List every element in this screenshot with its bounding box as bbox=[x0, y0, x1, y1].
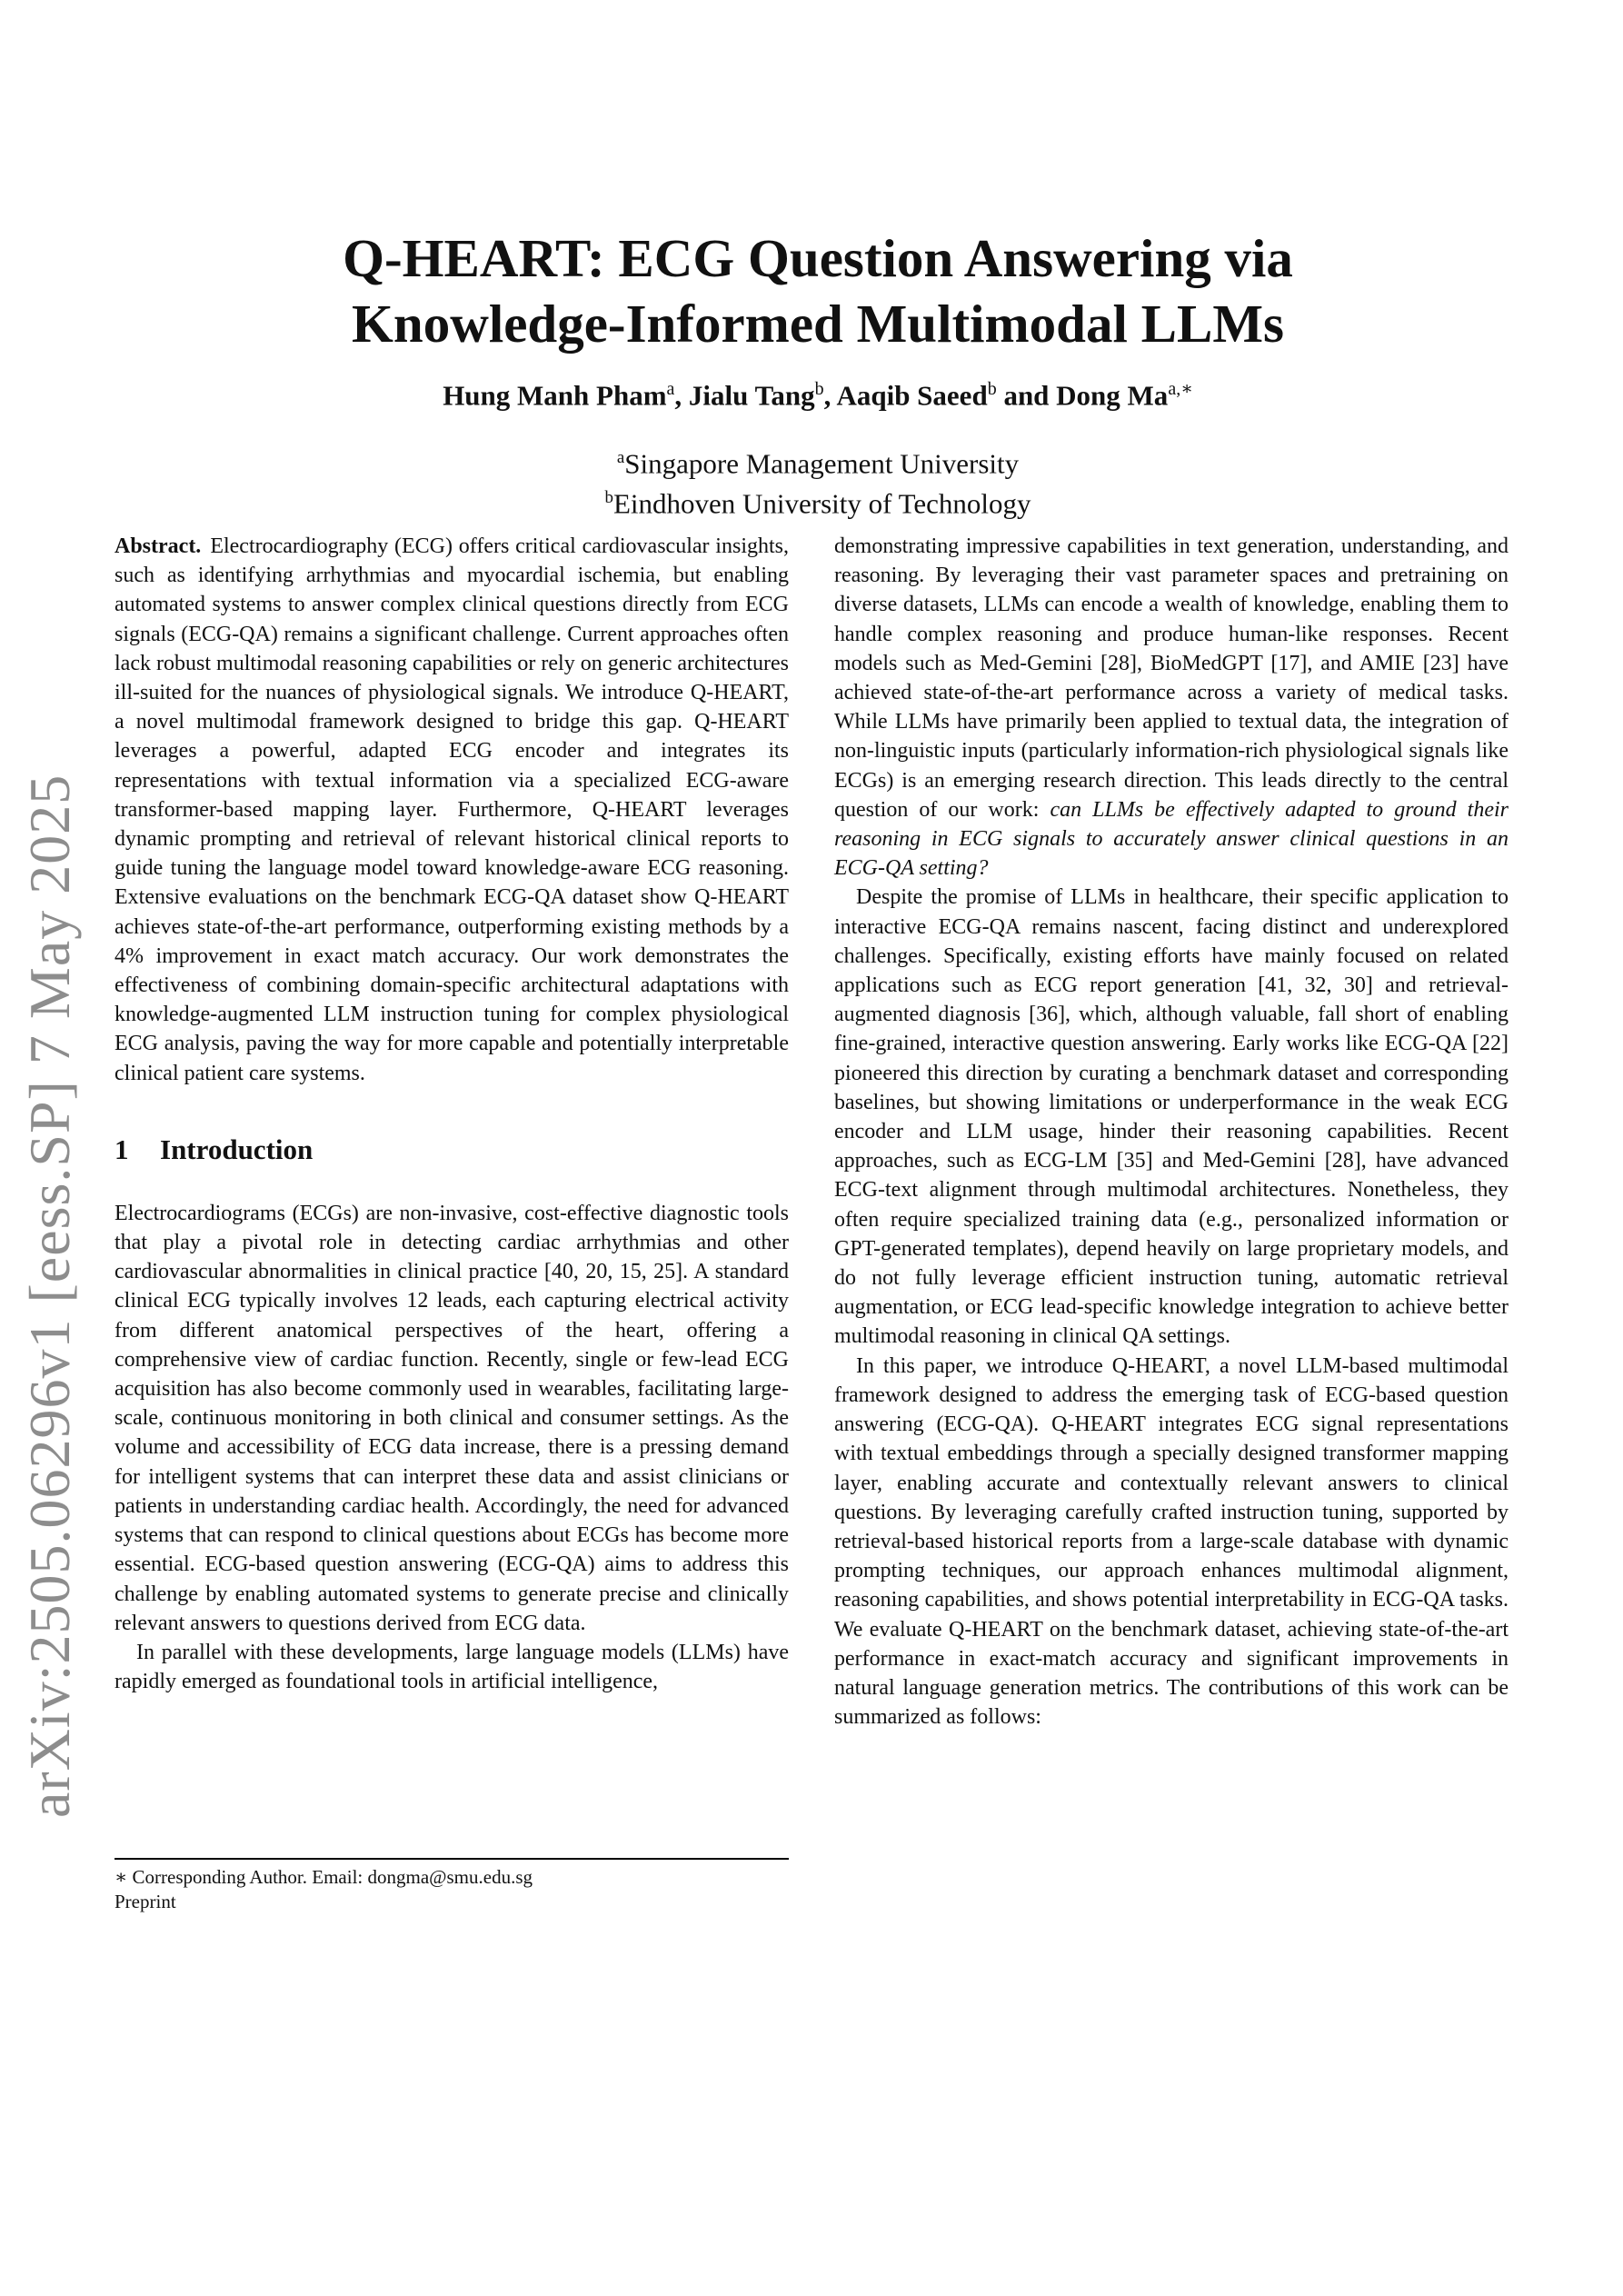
author-name: Hung Manh Pham bbox=[443, 379, 667, 412]
affiliation bbox=[182, 441, 1454, 481]
author-separator: , bbox=[674, 379, 689, 412]
research-question: can LLMs be effectively adapted to ground their reasoning in ECG signals to accurately answer clinical questions in an ECG-QA setting? bbox=[834, 797, 1508, 881]
preprint-note: Preprint bbox=[115, 1891, 176, 1912]
abstract-label: Abstract. bbox=[115, 534, 202, 558]
affiliation-name: Eindhoven University of Technology bbox=[612, 487, 1031, 520]
intro-paragraph: Despite the promise of LLMs in healthcare, their specific application to interactive ECG-QA remains nascent, facing distinct and underexplored challenges. Specifically, existing efforts have mainly focused on related applications such as ECG report generation [41, 32, 30] and retrieval-augmented diagnosis [36], which, although valuable, fall short of enabling fine-grained, interactive question answering. Early works like ECG-QA [22] pioneered this direction by curating a benchmark dataset and corresponding baselines, but showing limitations or underperformance in the weak ECG encoder and LLM usage, hinder their reasoning capabilities. Recent approaches, such as ECG-LM [35] and Med-Gemini [28], have advanced ECG-text alignment through multimodal architectures. Nonetheless, they often require specialized training data (e.g., personalized information or GPT-generated templates), depend heavily on large proprietary models, and do not fully leverage efficient instruction tuning, automatic retrieval augmentation, or ECG lead-specific knowledge integration to achieve better multimodal reasoning in clinical QA settings. bbox=[834, 885, 1508, 1349]
intro-paragraph: Electrocardiograms (ECGs) are non-invasive, cost-effective diagnostic tools that play a pivotal role in detecting cardiac arrhythmias and other cardiovascular abnormalities in clinical practice [40, 20, 15, 25]. A standard clinical ECG typically involves 12 leads, each capturing electrical activity from different anatomical perspectives of the heart, offering a comprehensive view of cardiac function. Recently, single or few-lead ECG acquisition has also become commonly used in wearables, facilitating large-scale, continuous monitoring in both clinical and consumer settings. As the volume and accessibility of ECG data increase, there is a pressing demand for intelligent systems that can interpret these data and assist clinicians or patients in understanding cardiac health. Accordingly, the need for advanced systems that can respond to clinical questions about ECGs has become more essential. ECG-based question answering (ECG-QA) aims to address this challenge by enabling automated systems to generate precise and clinically relevant answers to questions derived from ECG data. bbox=[115, 1201, 789, 1635]
left-column bbox=[115, 532, 789, 1696]
author-separator: and bbox=[996, 379, 1057, 412]
author-name: Dong Ma bbox=[1056, 379, 1169, 412]
abstract-text: Electrocardiography (ECG) offers critical cardiovascular insights, such as identifying arrhythmias and myocardial ischemia, but enabling automated systems to answer complex clinical questions directly from ECG signals (ECG-QA) remains a significant challenge. Current approaches often lack robust multimodal reasoning capabilities or rely on generic architectures ill-suited for the nuances of physiological signals. We introduce Q-HEART, a novel multimodal framework designed to bridge this gap. Q-HEART leverages a powerful, adapted ECG encoder and integrates its representations with textual information via a specialized ECG-aware transformer-based mapping layer. Furthermore, Q-HEART leverages dynamic prompting and retrieval of relevant historical clinical reports to guide tuning the language model toward knowledge-aware ECG reasoning. Extensive evaluations on the benchmark ECG-QA dataset show Q-HEART achieves state-of-the-art performance, outperforming existing methods by a 4% improvement in exact match accuracy. Our work demonstrates the effectiveness of combining domain-specific architectural adaptations with knowledge-augmented LLM instruction tuning for complex physiological ECG analysis, paving the way for more capable and potentially interpretable clinical patient care systems. bbox=[115, 534, 789, 1085]
author-affiliation-mark: b bbox=[814, 379, 824, 399]
section-heading bbox=[115, 1133, 789, 1166]
intro-paragraph: In parallel with these developments, large language models (LLMs) have rapidly emerged as foundational tools in artificial intelligence, bbox=[115, 1640, 789, 1694]
author-list bbox=[182, 377, 1454, 412]
author-name: Aaqib Saeed bbox=[836, 379, 988, 412]
author-affiliation-mark: a,∗ bbox=[1168, 379, 1193, 399]
author-affiliation-mark: a bbox=[666, 379, 675, 399]
arxiv-identifier-stamp: arXiv:2505.06296v1 [eess.SP] 7 May 2025 bbox=[17, 774, 82, 1818]
right-column bbox=[834, 532, 1508, 1732]
affiliation-name: Singapore Management University bbox=[624, 447, 1020, 480]
corresponding-author-footnote: ∗ Corresponding Author. Email: dongma@smu.edu.sg bbox=[115, 1866, 533, 1888]
abstract bbox=[115, 532, 789, 1088]
intro-paragraph-continued bbox=[834, 532, 1508, 883]
footnotes bbox=[115, 1865, 789, 1914]
title-line: Q-HEART: ECG Question Answering via bbox=[343, 228, 1293, 288]
affiliation bbox=[182, 481, 1454, 521]
footnote-rule bbox=[115, 1858, 789, 1860]
affiliation-mark: a bbox=[616, 448, 625, 467]
paper-title bbox=[182, 225, 1454, 356]
paragraph-text: demonstrating impressive capabilities in text generation, understanding, and reasoning. By leveraging their vast parameter spaces and pretraining on diverse datasets, LLMs can encode a wealth of knowledge, enabling them to handle complex reasoning and produce human-like responses. Recent models such as Med-Gemini [28], BioMedGPT [17], and AMIE [23] have achieved state-of-the-art performance across a variety of medical tasks. While LLMs have primarily been applied to textual data, the integration of non-linguistic inputs (particularly information-rich physiological signals like ECGs) is an emerging research direction. This leads directly to the central question of our work: bbox=[834, 534, 1508, 822]
author-affiliation-mark: b bbox=[987, 379, 997, 399]
affiliation-mark: b bbox=[604, 488, 613, 508]
section-title: Introduction bbox=[160, 1133, 314, 1165]
title-line: Knowledge-Informed Multimodal LLMs bbox=[352, 294, 1284, 354]
intro-paragraph: In this paper, we introduce Q-HEART, a novel LLM-based multimodal framework designed to address the emerging task of ECG-based question answering (ECG-QA). Q-HEART integrates ECG signal representations with textual embeddings through a specially designed transformer mapping layer, enabling accurate and contextually relevant answers to clinical questions. By leveraging carefully crafted instruction tuning, supported by retrieval-based historical reports from a large-scale database with dynamic prompting techniques, our approach enhances multimodal alignment, reasoning capabilities, and shows potential interpretability in ECG-QA tasks. We evaluate Q-HEART on the benchmark dataset, achieving state-of-the-art performance in exact-match accuracy and significant improvements in natural language generation metrics. The contributions of this work can be summarized as follows: bbox=[834, 1353, 1508, 1730]
affiliation-list bbox=[182, 441, 1454, 522]
author-separator: , bbox=[823, 379, 837, 412]
section-number: 1 bbox=[115, 1133, 129, 1165]
author-name: Jialu Tang bbox=[688, 379, 815, 412]
